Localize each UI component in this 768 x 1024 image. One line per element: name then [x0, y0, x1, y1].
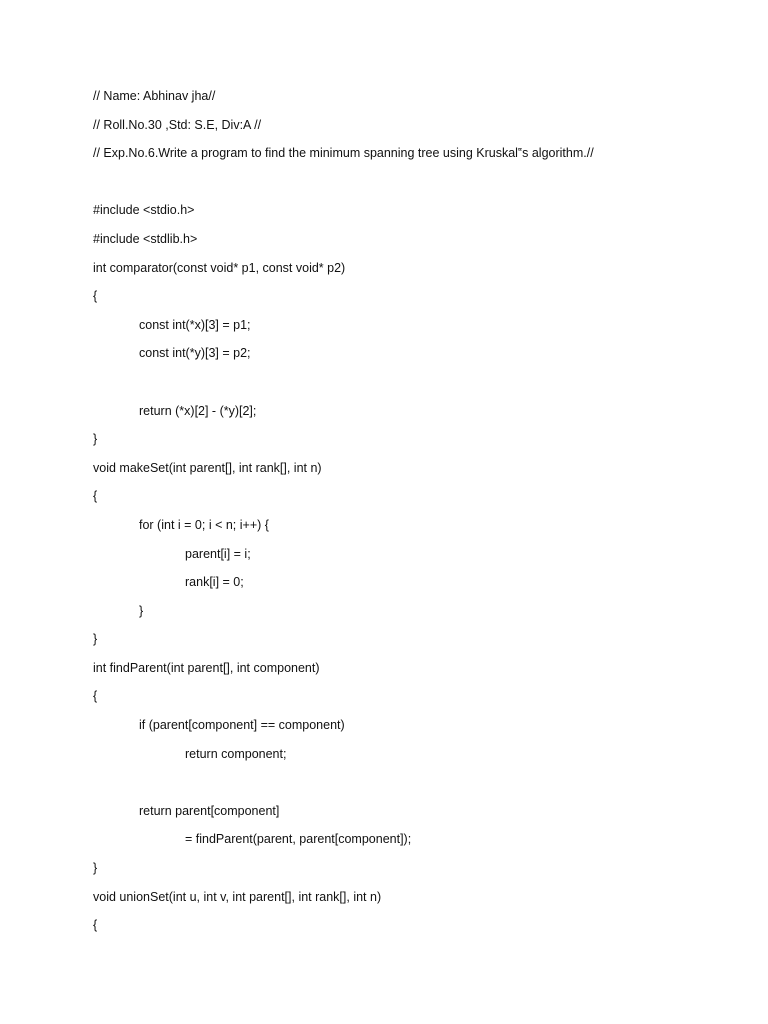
code-line: }: [93, 432, 98, 447]
code-line: #include <stdio.h>: [93, 203, 195, 218]
code-listing: [93, 86, 753, 944]
code-line: const int(*y)[3] = p2;: [139, 346, 251, 361]
code-line: parent[i] = i;: [185, 546, 251, 561]
code-line: return (*x)[2] - (*y)[2];: [139, 403, 257, 418]
comment-line: // Exp.No.6.Write a program to find the minimum spanning tree using Kruskal‟s algorithm.//: [93, 146, 594, 161]
code-line: {: [93, 489, 98, 504]
code-line: void unionSet(int u, int v, int parent[], int rank[], int n): [93, 889, 382, 904]
blank-line: [93, 372, 753, 401]
code-line: for (int i = 0; i < n; i++) {: [139, 517, 269, 532]
code-line: void makeSet(int parent[], int rank[], int n): [93, 460, 322, 475]
code-line: }: [93, 632, 98, 647]
code-line: {: [93, 689, 98, 704]
comment-line: // Roll.No.30 ,Std: S.E, Div:A //: [93, 117, 262, 132]
code-line: #include <stdlib.h>: [93, 231, 198, 246]
code-line: {: [93, 918, 98, 933]
code-line: }: [139, 603, 144, 618]
blank-line: [93, 772, 753, 801]
code-line: return component;: [185, 746, 287, 761]
code-line: }: [93, 861, 98, 876]
code-line: return parent[component]: [139, 803, 280, 818]
code-line: int comparator(const void* p1, const void* p2): [93, 260, 346, 275]
code-line: rank[i] = 0;: [185, 575, 244, 590]
blank-line: [93, 172, 753, 201]
code-line: const int(*x)[3] = p1;: [139, 317, 251, 332]
code-line: int findParent(int parent[], int component): [93, 660, 320, 675]
code-line: if (parent[component] == component): [139, 718, 345, 733]
comment-line: // Name: Abhinav jha//: [93, 89, 216, 103]
code-line: {: [93, 289, 98, 304]
code-line: = findParent(parent, parent[component]);: [185, 832, 412, 847]
